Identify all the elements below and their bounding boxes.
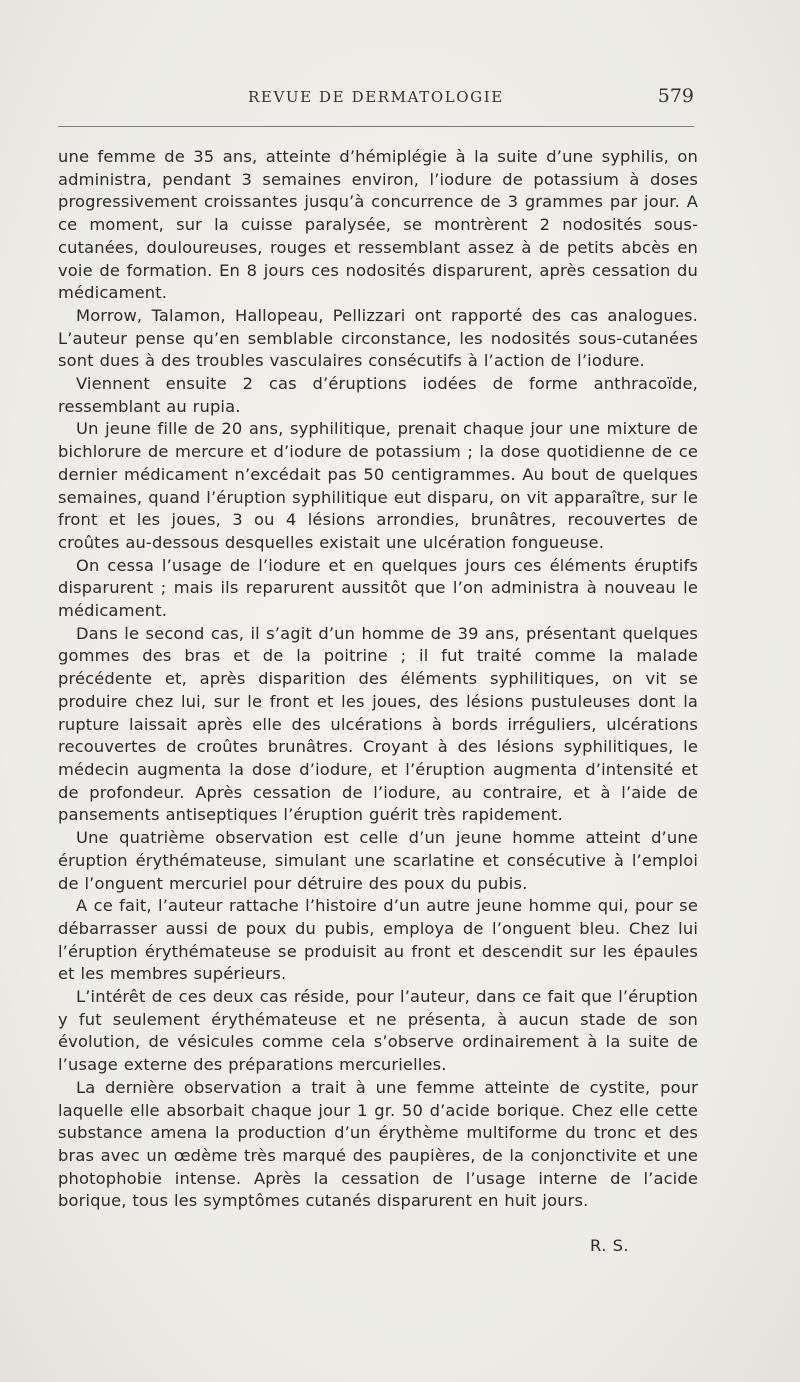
paragraph: Viennent ensuite 2 cas d’éruptions iodées de forme anthracoïde, ressemblant au rupia. [58,374,698,416]
paragraph: Un jeune fille de 20 ans, syphilitique, prenait chaque jour une mixture de bichlorure de mercure et d’iodure de potassium ; la dose quotidienne de ce dernier médicament n’excédait pas 50 centigrammes. Au bout de quelques semaines, quand l’éruption syphilitique eut disparu, on vit apparaître, sur le front et les joues, 3 ou 4 lésions arrondies, brunâtres, recouvertes de croûtes au-dessous desquelles existait une ulcération fongueuse. [58,419,698,552]
paragraph: A ce fait, l’auteur rattache l’histoire d’un autre jeune homme qui, pour se débarrasser aussi de poux du pubis, employa de l’onguent bleu. Chez lui l’éruption érythémateuse se produisit au front et descendit sur les épaules et les membres supérieurs. [58,896,698,984]
header-rule [58,126,694,127]
page-header [58,85,694,114]
paragraph: L’intérêt de ces deux cas réside, pour l’auteur, dans ce fait que l’éruption y fut seulement érythémateuse et ne présenta, à aucun stade de son évolution, de vésicules comme cela s’observe ordinairement à la suite de l’usage externe des préparations mercurielles. [58,987,698,1075]
paragraph: Morrow, Talamon, Hallopeau, Pellizzari ont rapporté des cas analogues. L’auteur pense qu’en semblable circonstance, les nodosités sous-cutanées sont dues à des troubles vasculaires consécutifs à l’action de l’iodure. [58,305,698,371]
paragraph: Dans le second cas, il s’agit d’un homme de 39 ans, présentant quelques gommes des bras et de la poitrine ; il fut traité comme la malade précédente et, après disparition des éléments syphilitiques, on vit se produire chez lui, sur le front et les joues, des lésions pustuleuses dont la rupture laissait après elle des ulcérations à bords irréguliers, ulcérations recouvertes de croûtes brunâtres. Croyant à des lésions syphilitiques, le médecin augmenta la dose d’iodure, et l’éruption augmenta d’intensité et de profondeur. Après cessation de l’iodure, au contraire, et à l’aide de pansements antiseptiques l’éruption guérit très rapidement. [58,623,698,825]
paragraph: On cessa l’usage de l’iodure et en quelques jours ces éléments éruptifs disparurent ; mais ils reparurent aussitôt que l’on administra à nouveau le médicament. [58,555,698,621]
signature-initials: R. S. [590,1236,630,1255]
body-text [58,146,698,1213]
paragraph: une femme de 35 ans, atteinte d’hémiplégie à la suite d’une syphilis, on administra, pendant 3 semaines environ, l’iodure de potassium à doses progressivement croissantes jusqu’à concurrence de 3 grammes par jour. A ce moment, sur la cuisse paralysée, se montrèrent 2 nodosités sous-cutanées, douloureuses, rouges et ressemblant assez à de petits abcès en voie de formation. En 8 jours ces nodosités disparurent, après cessation du médicament. [58,147,698,303]
paragraph: La dernière observation a trait à une femme atteinte de cystite, pour laquelle elle absorbait chaque jour 1 gr. 50 d’acide borique. Chez elle cette substance amena la production d’un érythème multiforme du tronc et des bras avec un œdème très marqué des paupières, de la conjonctivite et une photophobie intense. Après la cessation de l’usage interne de l’acide borique, tous les symptômes cutanés disparurent en huit jours. [58,1077,698,1211]
page-number: 579 [657,85,694,107]
running-title: REVUE DE DERMATOLOGIE [248,88,504,106]
paragraph: Une quatrième observation est celle d’un jeune homme atteint d’une éruption érythémateuse, simulant une scarlatine et consécutive à l’emploi de l’onguent mercuriel pour détruire des poux du pubis. [58,828,698,893]
